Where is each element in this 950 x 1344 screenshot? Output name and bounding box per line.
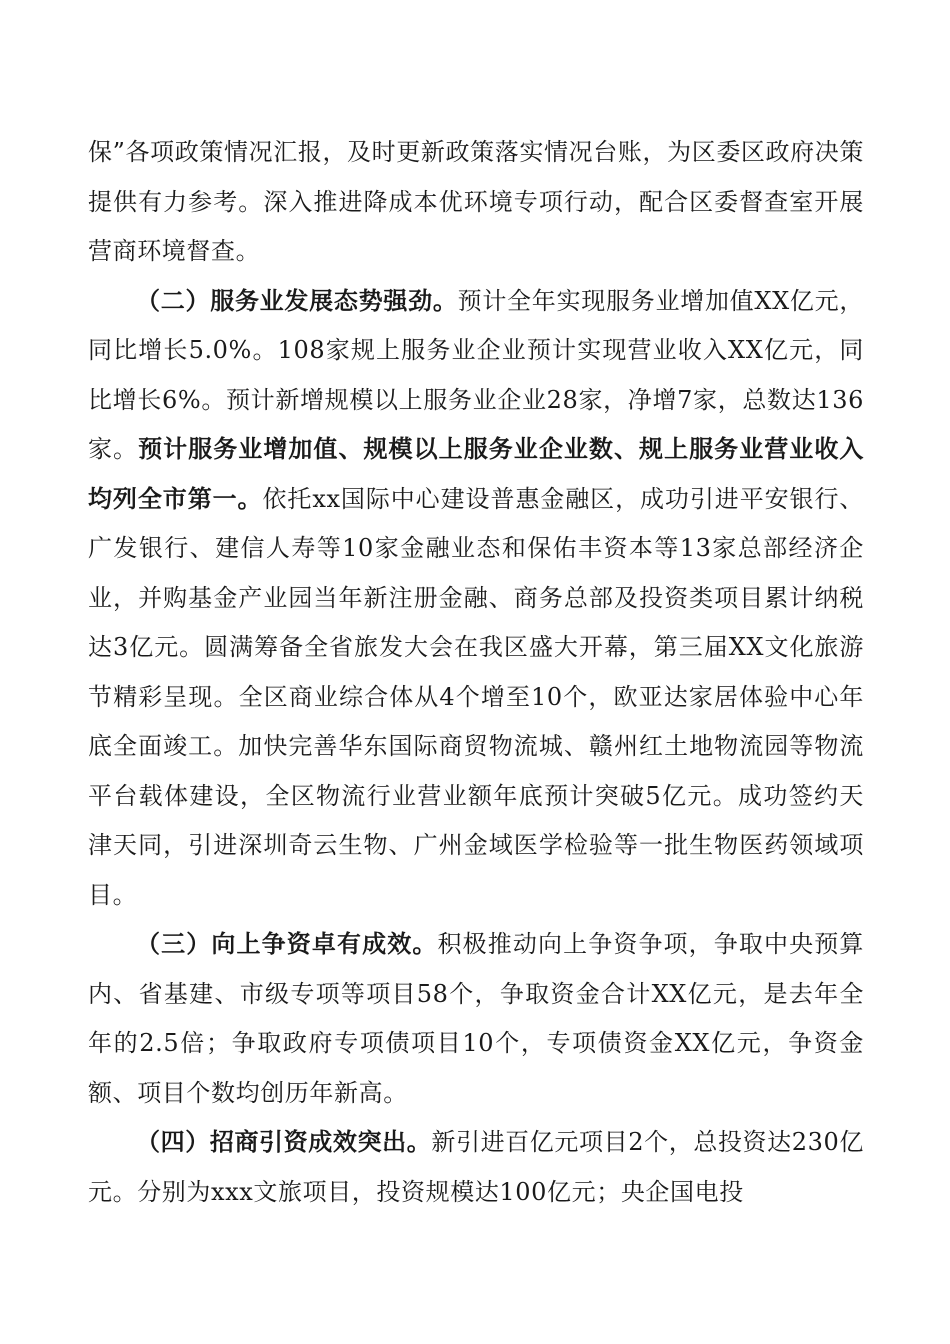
section-heading-3: （三）向上争资卓有成效。	[136, 930, 438, 958]
paragraph-text: 依托xx国际中心建设普惠金融区，成功引进平安银行、广发银行、建信人寿等10家金融业态和保佑丰资本等13家总部经济企业，并购基金产业园当年新注册金融、商务总部及投资类项目累计纳税达3亿元。圆满筹备全省旅发大会在我区盛大开幕，第三届XX文化旅游节精彩呈现。全区商业综合体从4个增至10个，欧亚达家居体验中心年底全面竣工。加快完善华东国际商贸物流城、赣州红土地物流园等物流平台载体建设，全区物流行业营业额年底预计突破5亿元。成功签约天津天同，引进深圳奇云生物、广州金域医学检验等一批生物医药领域项目。	[88, 484, 864, 909]
paragraph-investment	[88, 1118, 864, 1217]
section-heading-2: （二）服务业发展态势强劲。	[136, 286, 458, 315]
paragraph-text: 新引进百亿元项目2个，总投资达230亿元。分别为xxx文旅项目，投资规模达100亿元；央企国电投	[88, 1128, 864, 1206]
highlight-text: 预计服务业增加值、规模以上服务业企业数、规上服务业营业收入均列全市第一。	[88, 435, 864, 513]
paragraph-service-industry	[88, 277, 864, 921]
document-body	[88, 128, 864, 1217]
paragraph-text: 预计全年实现服务业增加值XX亿元，同比增长5.0%。108家规上服务业企业预计实现营业收入XX亿元，同比增长6%。预计新增规模以上服务业企业28家，净增7家，总数达136家。	[88, 286, 864, 463]
paragraph-text: 积极推动向上争资争项，争取中央预算内、省基建、市级专项等项目58个，争取资金合计XX亿元，是去年全年的2.5倍；争取政府专项债项目10个，专项债资金XX亿元，争资金额、项目个数均创历年新高。	[88, 930, 865, 1107]
paragraph-text: 保”各项政策情况汇报，及时更新政策落实情况台账，为区委区政府决策提供有力参考。深入推进降成本优环境专项行动，配合区委督查室开展营商环境督查。	[88, 138, 864, 265]
section-heading-4: （四）招商引资成效突出。	[136, 1128, 432, 1156]
paragraph-funding	[88, 920, 864, 1118]
paragraph-continuation	[88, 128, 864, 277]
